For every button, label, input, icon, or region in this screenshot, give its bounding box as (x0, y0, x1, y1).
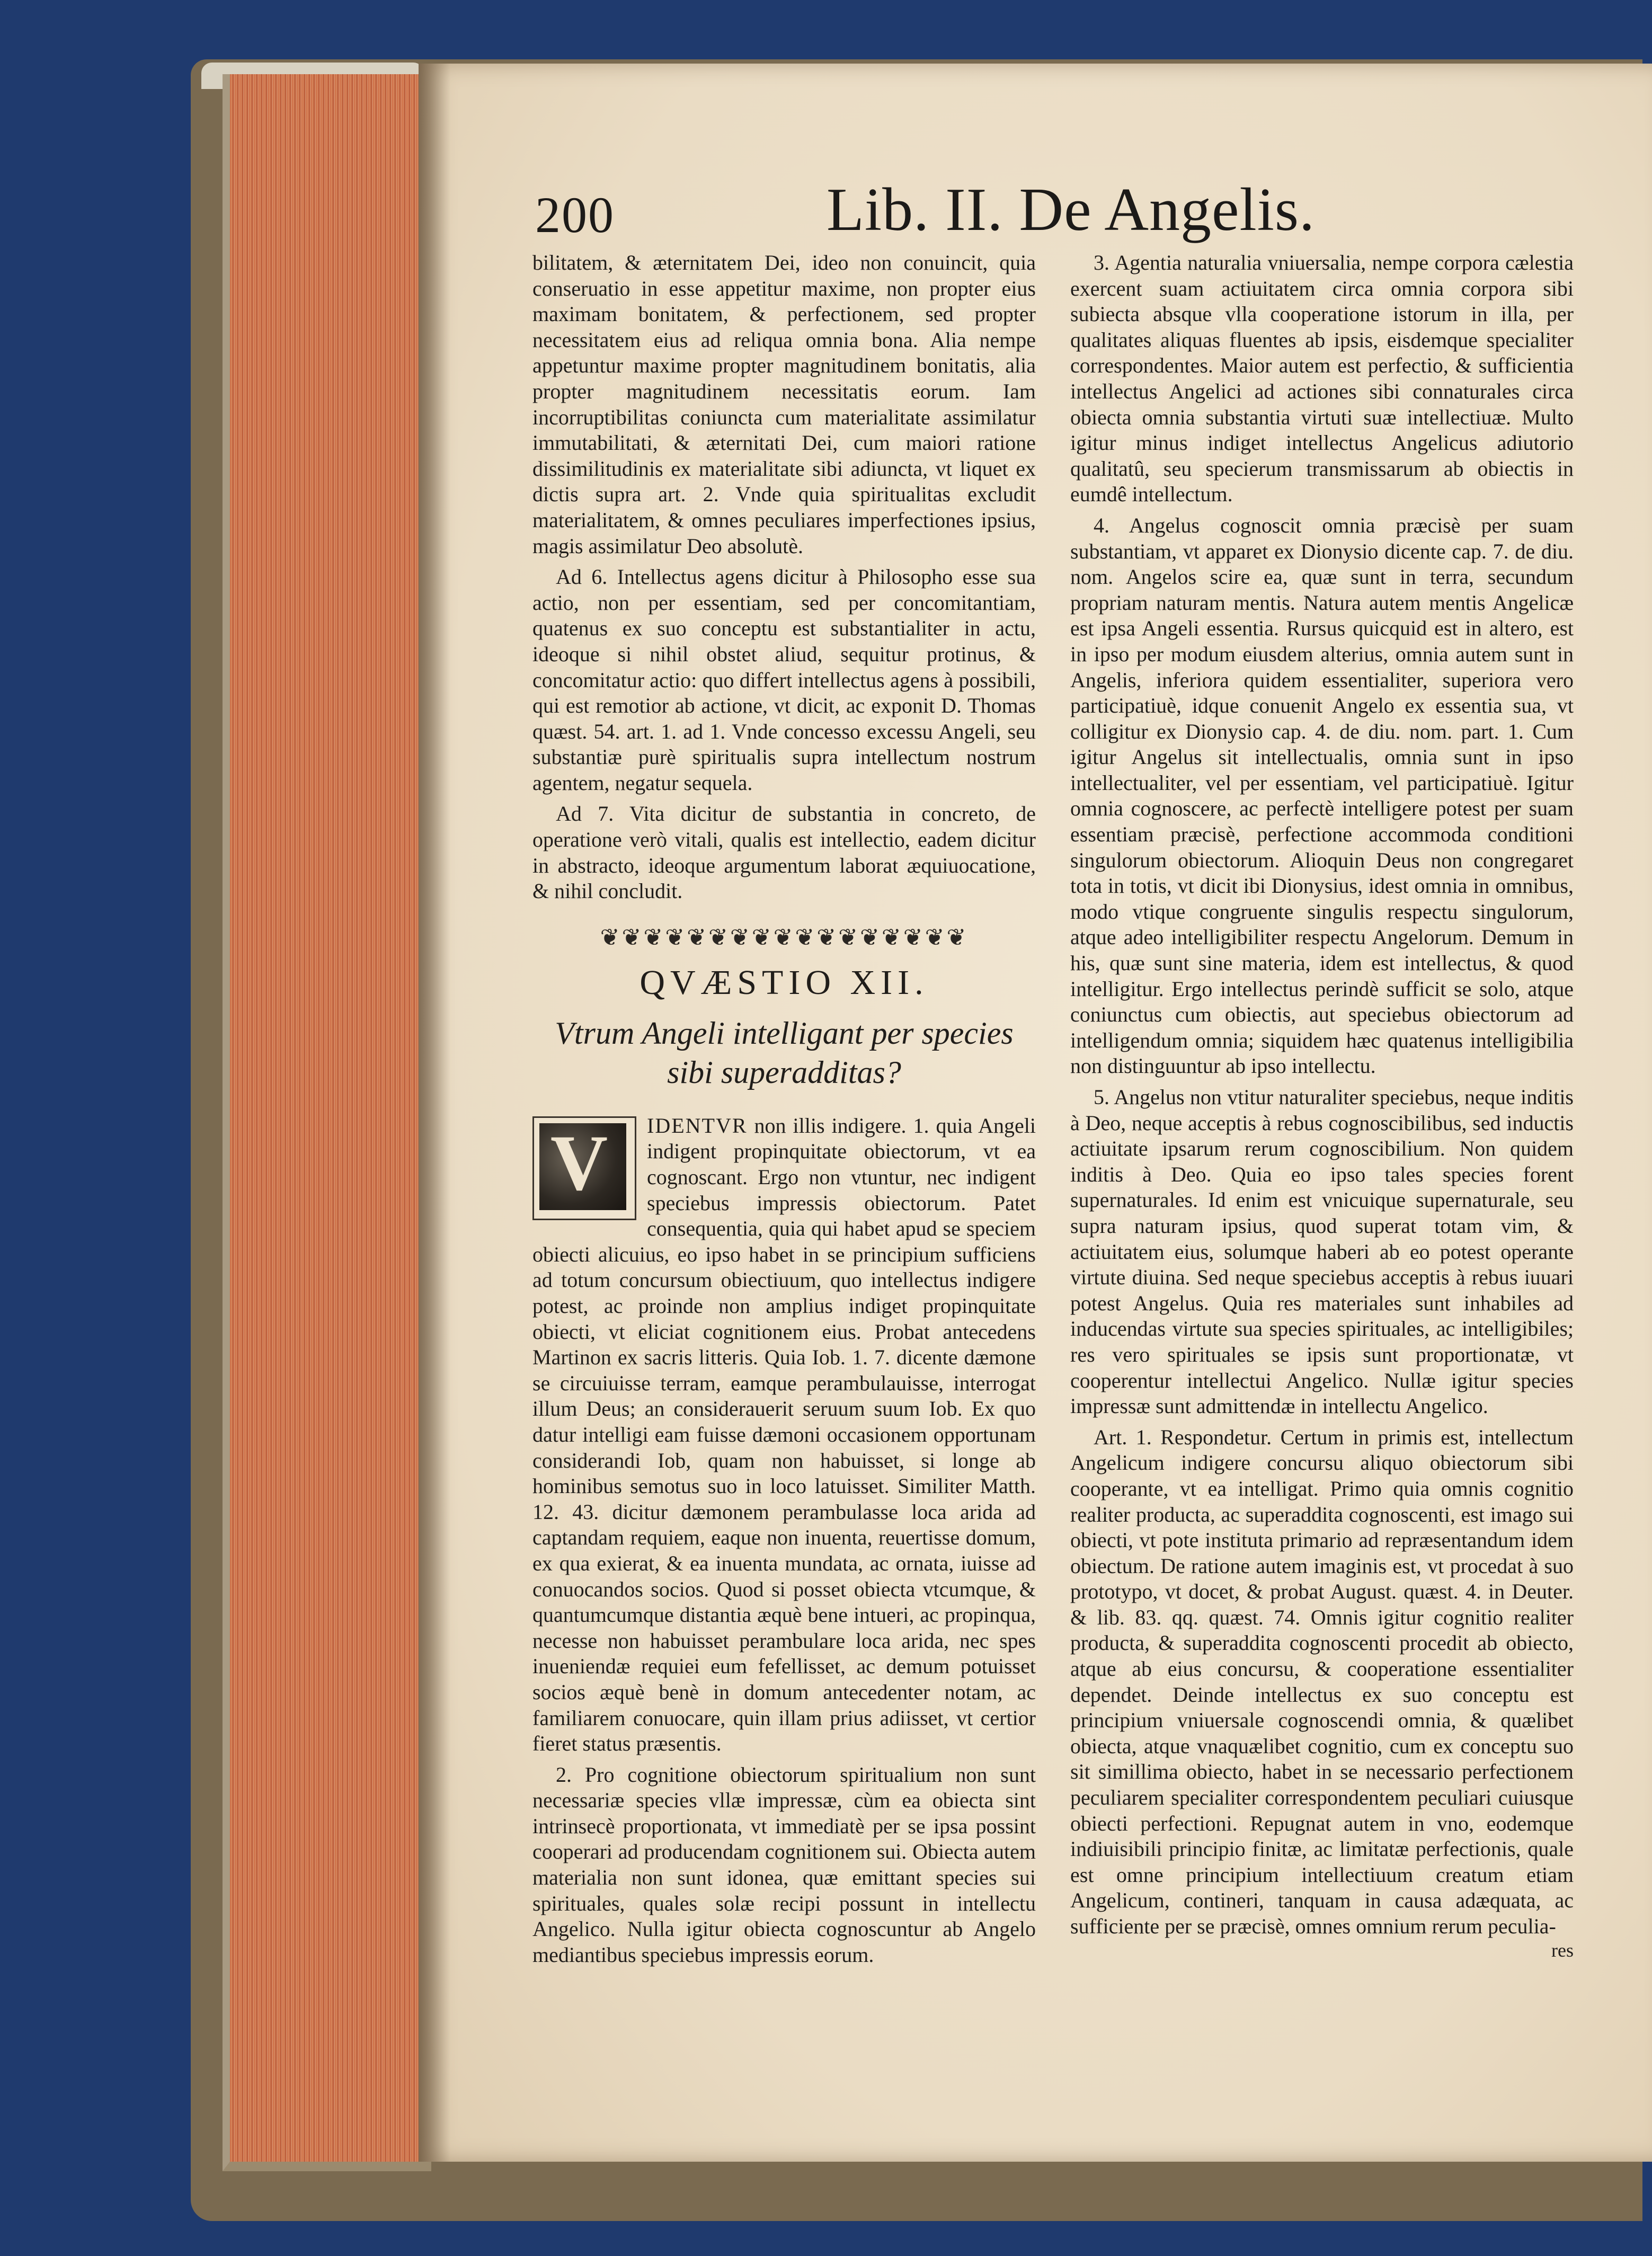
initial-letter: V (550, 1118, 608, 1207)
paragraph: bilitatem, & æternitatem Dei, ideo non conuincit, quia conseruatio in esse appetitur maxime, non propter eius maximam bonitatem, & perfectionem, sed propter necessitatem eius ad reliqua omnia bona. Alia nempe appetuntur maxime propter magnitudinem bonitatis, alia propter magnitudinem necessitatis eorum. Iam incorruptibilitas coniuncta cum materialitate assimilatur immutabilitati, & æternitati Dei, cum maiori ratione dissimilitudinis ex materialitate sibi adiuncta, vt liquet ex dictis supra art. 2. Vnde quia spiritualitas excludit materialitatem, & omnes peculiares imperfectiones ipsius, magis assimilatur Deo absolutè. (532, 251, 1036, 558)
paragraph: Ad 6. Intellectus agens dicitur à Philosopho esse sua actio, non per essentiam, sed per concomitantiam, quatenus ex suo conceptu est substantialiter in actu, ideoque si nihil obstet aliud, sequitur protinus, & concomitatur actio: quo differt intellectus agens à possibili, qui est remotior ab actione, vt dicit, ac exponit D. Thomas quæst. 54. art. 1. ad 1. Vnde concesso excessu Angeli, seu substantiæ purè spiritualis supra intellectum nostrum agentem, negatur sequela. (532, 565, 1036, 795)
paragraph: 3. Agentia naturalia vniuersalia, nempe corpora cælestia exercent suam actiuitatem circa omnia corpora sibi subiecta absque vlla cooperatione istorum in illa, per qualitates aliquas fluentes ab ipsis, eisdemque specialiter correspondentes. Maior autem est perfectio, & sufficientia intellectus Angelici ad actiones sibi connaturales circa obiecta omnia substantia virtuti suæ intellectiuæ. Multo igitur minus indiget intellectus Angelicus adiutorio qualitatû, seu specierum transmissarum ab obiectis in eumdê intellectum. (1070, 251, 1574, 507)
paragraph: 4. Angelus cognoscit omnia præcisè per suam substantiam, vt apparet ex Dionysio dicente cap. 7. de diu. nom. Angelos scire ea, quæ sunt in terra, secundum propriam naturam mentis. Natura autem mentis Angelicæ est ipsa Angeli essentia. Rursus quicquid est in altero, est in ipso per modum eiusdem alterius, omnia autem sunt in Angelis, inferiora quidem essentialiter, superiora vero participatiuè, idque conuenit Angelo ex essentia sua, vt colligitur ex Dionysio cap. 4. de diu. nom. part. 1. Cum igitur Angelus sit intellectualis, omnia sunt in ipso intellectualiter, vel per essentiam, vel participatiuè. Igitur omnia cognoscere, ac perfectè intelligere potest per suam essentiam præcisè, perfectione accommoda conditioni singulorum obiectorum. Alioquin Deus non congregaret tota in totis, vt dicit ibi Dionysius, idest omnia in omnibus, modo vtique congruente singulis respectu singulorum, atque adeo intelligibiliter respectu Angelorum. Demum in his, quæ sunt sine materia, idem est intellectus, & quod intelligitur. Ergo intellectus perindè sufficit se solo, atque coniunctus cum obiectis, aut speciebus obiectorum ad intelligendum omnia; siquidem hæc quatenus intelligibilia non distinguuntur ab ipso intellectu. (1070, 513, 1574, 1078)
decorated-initial (532, 1116, 636, 1220)
running-title: Lib. II. De Angelis. (827, 176, 1316, 244)
question-subtitle: Vtrum Angeli intelligant per species sibi superadditas? (555, 1015, 1014, 1090)
paragraph: Ad 7. Vita dicitur de substantia in concreto, de operatione verò vitali, qualis est intellectio, eadem dicitur in abstracto, ideoque argumentum laborat æquiuocatione, & nihil concludit. (532, 802, 1036, 903)
paragraph: Art. 1. Respondetur. Certum in primis est, intellectum Angelicum indigere concursu aliquo obiectorum sibi cooperante, vt ea intelligat. Primo quia omnis cognitio realiter producta, ac superaddita cognoscenti, est imago sui obiecti, vt pote instituta primario ad repræsentandum idem obiectum. De ratione autem imaginis est, vt procedat à suo prototypo, vt docet, & probat August. quæst. 4. in Deuter. & lib. 83. qq. quæst. 74. Omnis igitur cognitio realiter producta, & superaddita cognoscenti procedit ab obiecto, atque ab eius concursu, & cooperatione essentialiter dependet. Deinde intellectus ex suo conceptu est principium vniuersale cognoscendi omnia, & quælibet obiecta, atque vnaquælibet cognitio, cum ex conceptu suo sit simillima obiecto, habet in se necessario perfectionem peculiarem specialiter correspondentem peculiari cuiusque obiecti perfectioni. Repugnat autem in vno, eodemque indiuisibili principio finitæ, ac limitatæ perfectionis, quale est omne principium intellectiuum creatum etiam Angelicum, contineri, tanquam in causa adæquata, ac sufficiente per se præcisè, omnes omnium rerum peculia- (1070, 1425, 1574, 1938)
ornament-band: ❦❦❦❦❦❦❦❦❦❦❦❦❦❦❦❦❦ (600, 925, 969, 950)
question-body (532, 1113, 1036, 1968)
left-column (532, 250, 1036, 1968)
first-word: IDENTVR (647, 1113, 748, 1138)
gutter-shadow (419, 64, 450, 2162)
page-edges (223, 74, 431, 2171)
page-header (419, 175, 1652, 244)
catchword: res (1551, 1939, 1574, 1961)
paragraph: 2. Pro cognitione obiectorum spiritualium non sunt necessariæ species vllæ impressæ, cùm ea obiecta sint intrinsecè proportionata, vt immediatè per se ipsa possint cooperari ad producendam cognitionem sui. Obiecta autem materialia non sunt idonea, quæ emittant species sui spirituales, quales solæ recipi possunt in intellectu Angelico. Nulla igitur obiecta cognoscuntur ab Angelo mediantibus speciebus impressis eorum. (532, 1762, 1036, 1967)
paragraph: 5. Angelus non vtitur naturaliter speciebus, neque inditis à Deo, neque acceptis à rebus cognoscibilibus, sed inductis actiuitate ipsarum rerum cognoscibilium. Non quidem inditis à Deo. Quia eo ipso tales species forent supernaturales. Id enim est vnicuique supernaturale, seu supra naturam ipsius, quod superat totam vim, & actiuitatem eius, solumque haberi ab eo potest operante virtute diuina. Sed neque speciebus acceptis à rebus iuuari potest Angelus. Quia res materiales sunt inhabiles ad inducendas virtute sua species spirituales, ac intelligibiles; res vero spirituales se ipsis sunt proportionatæ, vt cooperentur intellectui Angelico. Nullæ igitur species impressæ sunt admittendæ in intellectu Angelico. (1070, 1085, 1574, 1418)
book-page (419, 64, 1652, 2162)
page-number: 200 (535, 186, 615, 243)
question-title: QVÆSTIO XII. (640, 963, 929, 1002)
paragraph-text: non illis indigere. 1. quia Angeli indigent propinquitate obiectorum, vt ea cognoscant. Ergo non vtuntur, nec indigent speciebus impressis obiectorum. Patet consequentia, quia qui habet apud se speciem obiecti alicuius, eo ipso habet in se principium sufficiens ad totum concursum obiectiuum, quo intellectus indigere potest, ac proinde non amplius indiget propinquitate obiecti, vt eliciat cognitionem eius. Probat antecedens Martinon ex sacris litteris. Quia Iob. 1. 7. dicente dæmone se circuiuisse terram, eamque perambulauisse, interrogat illum Deus; an considerauerit seruum suum Iob. Ex quo datur intelligi eam fuisse dæmoni occasionem opportunam considerandi Iob, quam non habuisset, si longe ab hominibus semotus suo in loco latuisset. Similiter Matth. 12. 43. dicitur dæmonem perambulasse loca arida ad captandam requiem, eaque non inuenta, reuertisse domum, ex qua exierat, & ea inuenta mundata, ac ornata, iuisse ad conuocandos socios. Quod si posset obiecta vtcumque, & quantumcumque distantia æquè bene intueri, ac propinqua, necesse non habuisset perambulare loca arida, nec spes inueniendæ requiei eum fefellisset, ac demum potuisset socios æquè benè in domum antecedenter notam, ac familiarem conuocare, quin illam prius adiisset, vt certior fieret status præsentis. (532, 1113, 1036, 1756)
right-column (1070, 250, 1574, 1961)
